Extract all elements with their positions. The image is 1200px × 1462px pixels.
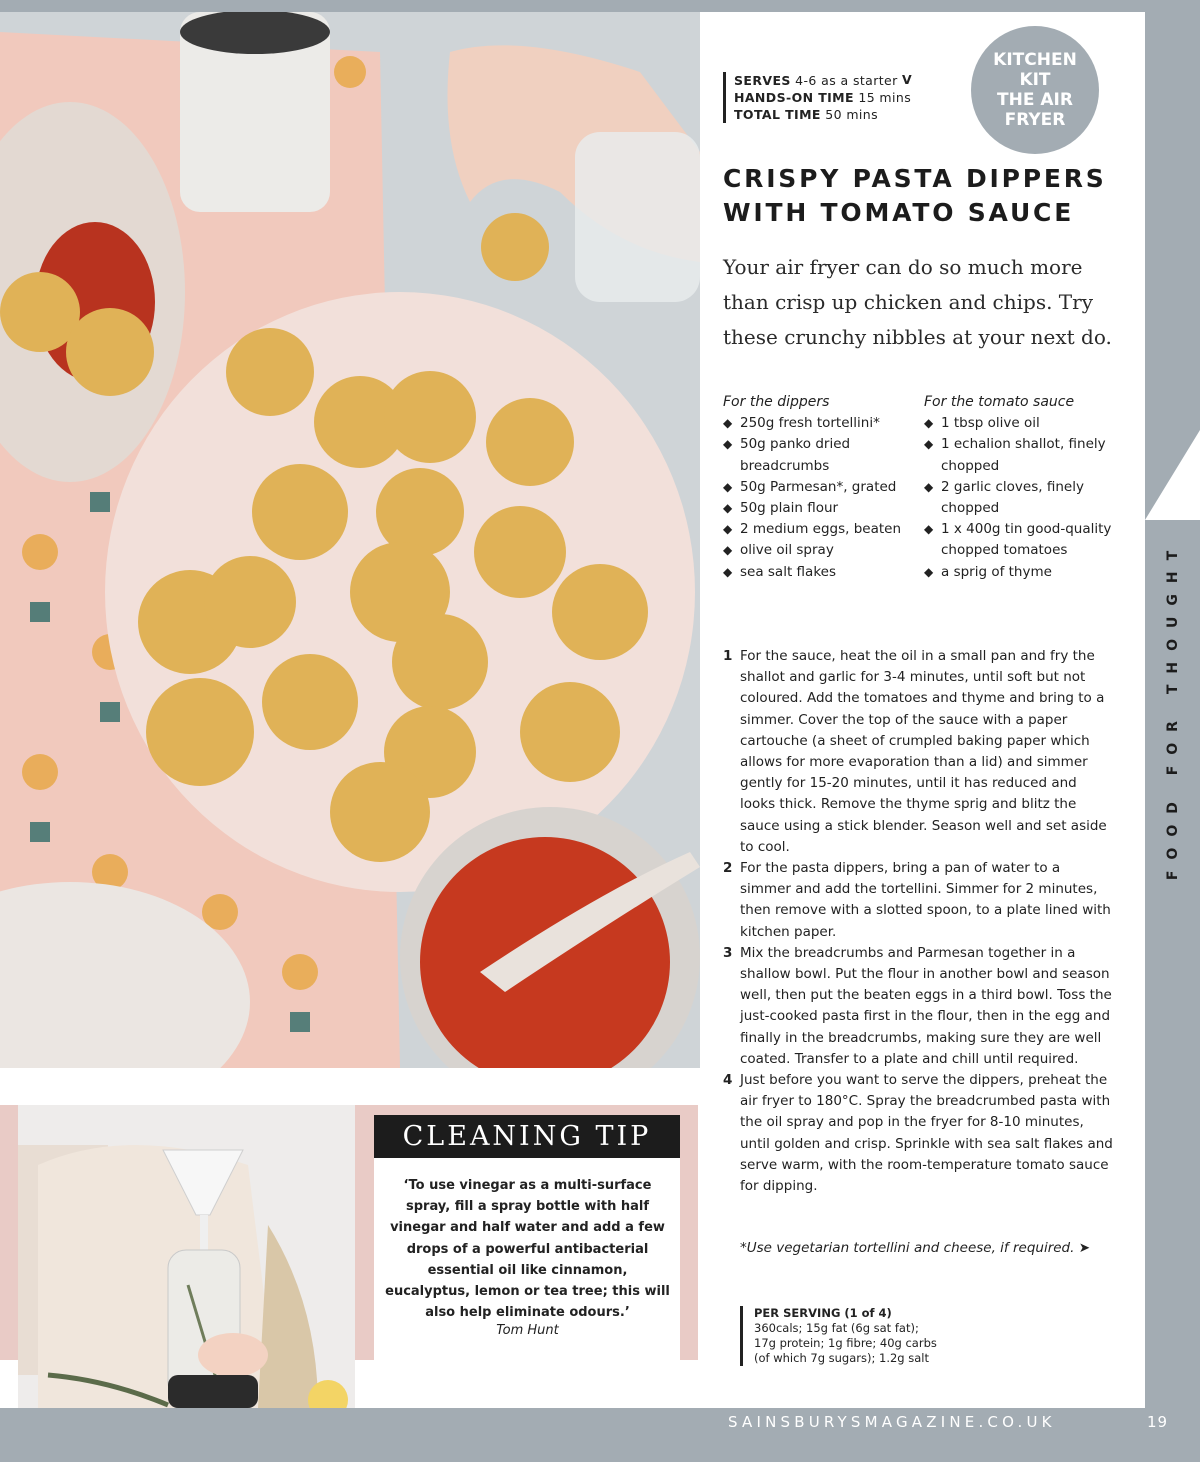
tip-heading: CLEANING TIP bbox=[374, 1115, 680, 1158]
method-steps bbox=[723, 646, 1113, 1197]
page-number: 19 bbox=[1147, 1413, 1169, 1431]
ingredient-item: ◆ 50g panko dried breadcrumbs bbox=[723, 434, 918, 476]
vegetarian-mark: V bbox=[902, 72, 912, 87]
food-photo bbox=[0, 12, 700, 1068]
ingredient-item: ◆ a sprig of thyme bbox=[924, 562, 1124, 583]
ingredient-item: ◆ 2 medium eggs, beaten bbox=[723, 519, 918, 540]
step-number: 3 bbox=[723, 944, 733, 961]
ingredients-dippers bbox=[723, 392, 918, 583]
ingredient-item: ◆ 50g plain flour bbox=[723, 498, 918, 519]
recipe-title: CRISPY PASTA DIPPERS WITH TOMATO SAUCE bbox=[723, 164, 1107, 227]
ingredient-item: ◆ olive oil spray bbox=[723, 540, 918, 561]
step-text: Mix the breadcrumbs and Parmesan together in a shallow bowl. Put the flour in another bowl and season well, then put the beaten eggs in a third bowl. Toss the just-cooked pasta first in the flour, then in the egg and finally in the breadcrumbs, making sure they are well coated. Transfer to a plate and chill until required. bbox=[740, 944, 1112, 1067]
ingredient-item: ◆ 250g fresh tortellini* bbox=[723, 413, 918, 434]
ingredients-heading: For the tomato sauce bbox=[924, 394, 1075, 410]
step-text: Just before you want to serve the dippers, preheat the air fryer to 180°C. Spray the breadcrumbed pasta with the oil spray and pop in the fryer for 8-10 minutes, until golden and crisp. Sprinkle with sea salt flakes and serve warm, with the room-temperature tomato sauce for dipping. bbox=[740, 1072, 1113, 1195]
ingredient-item: ◆ 1 tbsp olive oil bbox=[924, 413, 1124, 434]
step-number: 4 bbox=[723, 1072, 733, 1089]
ingredient-item: ◆ sea salt flakes bbox=[723, 562, 918, 583]
recipe-intro: Your air fryer can do so much more than crisp up chicken and chips. Try these crunchy nibbles at your next do. bbox=[723, 255, 1112, 349]
step-text: For the pasta dippers, bring a pan of water to a simmer and add the tortellini. Simmer for 2 minutes, then remove with a slotted spoon, to a plate lined with kitchen paper. bbox=[740, 860, 1111, 940]
ingredients-sauce bbox=[924, 392, 1124, 583]
section-label: FOOD FOR THOUGHT bbox=[1165, 539, 1181, 881]
frame-top bbox=[0, 0, 1200, 12]
method-step bbox=[723, 646, 1113, 858]
tip-photo bbox=[18, 1105, 355, 1408]
ingredients-heading: For the dippers bbox=[723, 394, 830, 410]
step-number: 1 bbox=[723, 648, 733, 664]
ingredient-item: ◆ 1 echalion shallot, finely chopped bbox=[924, 434, 1124, 476]
step-number: 2 bbox=[723, 860, 733, 877]
method-step bbox=[723, 1070, 1113, 1197]
footnote: *Use vegetarian tortellini and cheese, if required. ➤ bbox=[740, 1240, 1091, 1256]
ingredient-item: ◆ 50g Parmesan*, grated bbox=[723, 477, 918, 498]
ingredient-item: ◆ 1 x 400g tin good-quality chopped tomatoes bbox=[924, 519, 1124, 561]
step-text: For the sauce, heat the oil in a small pan and fry the shallot and garlic for 3-4 minutes, until soft but not coloured. Add the tomatoes and thyme and bring to a simmer. Cover the top of the sauce with a paper cartouche (a sheet of crumpled baking paper which allows for more evaporation than a lid) and simmer gently for 15-20 minutes, until it has reduced and looks thick. Remove the thyme sprig and blitz the sauce using a stick blender. Season well and set aside to cool. bbox=[740, 648, 1107, 855]
hands-on-line: HANDS-ON TIME 15 mins bbox=[734, 90, 912, 105]
method-step bbox=[723, 858, 1113, 943]
ingredient-item: ◆ 2 garlic cloves, finely chopped bbox=[924, 477, 1124, 519]
total-time-line: TOTAL TIME 50 mins bbox=[734, 107, 878, 122]
tip-quote: ‘To use vinegar as a multi-surface spray, fill a spray bottle with half vinegar and half water and add a few drops of a powerful antibacterial essential oil like cinnamon, eucalyptus, lemon or tea tree; this will also help eliminate odours.’ bbox=[385, 1178, 670, 1321]
tip-author: Tom Hunt bbox=[496, 1323, 559, 1338]
recipe-meta bbox=[723, 72, 911, 123]
serves-line: SERVES 4-6 as a starter bbox=[734, 73, 898, 88]
tip-strip bbox=[0, 1105, 18, 1360]
method-step bbox=[723, 943, 1113, 1070]
footer-url: SAINSBURYSMAGAZINE.CO.UK bbox=[728, 1413, 1056, 1431]
kitchen-kit-badge: KITCHEN KIT THE AIR FRYER bbox=[971, 26, 1099, 154]
nutrition-info: PER SERVING (1 of 4) 360cals; 15g fat (6g sat fat); 17g protein; 1g fibre; 40g carbs (of which 7g sugars); 1.2g salt bbox=[740, 1306, 937, 1366]
